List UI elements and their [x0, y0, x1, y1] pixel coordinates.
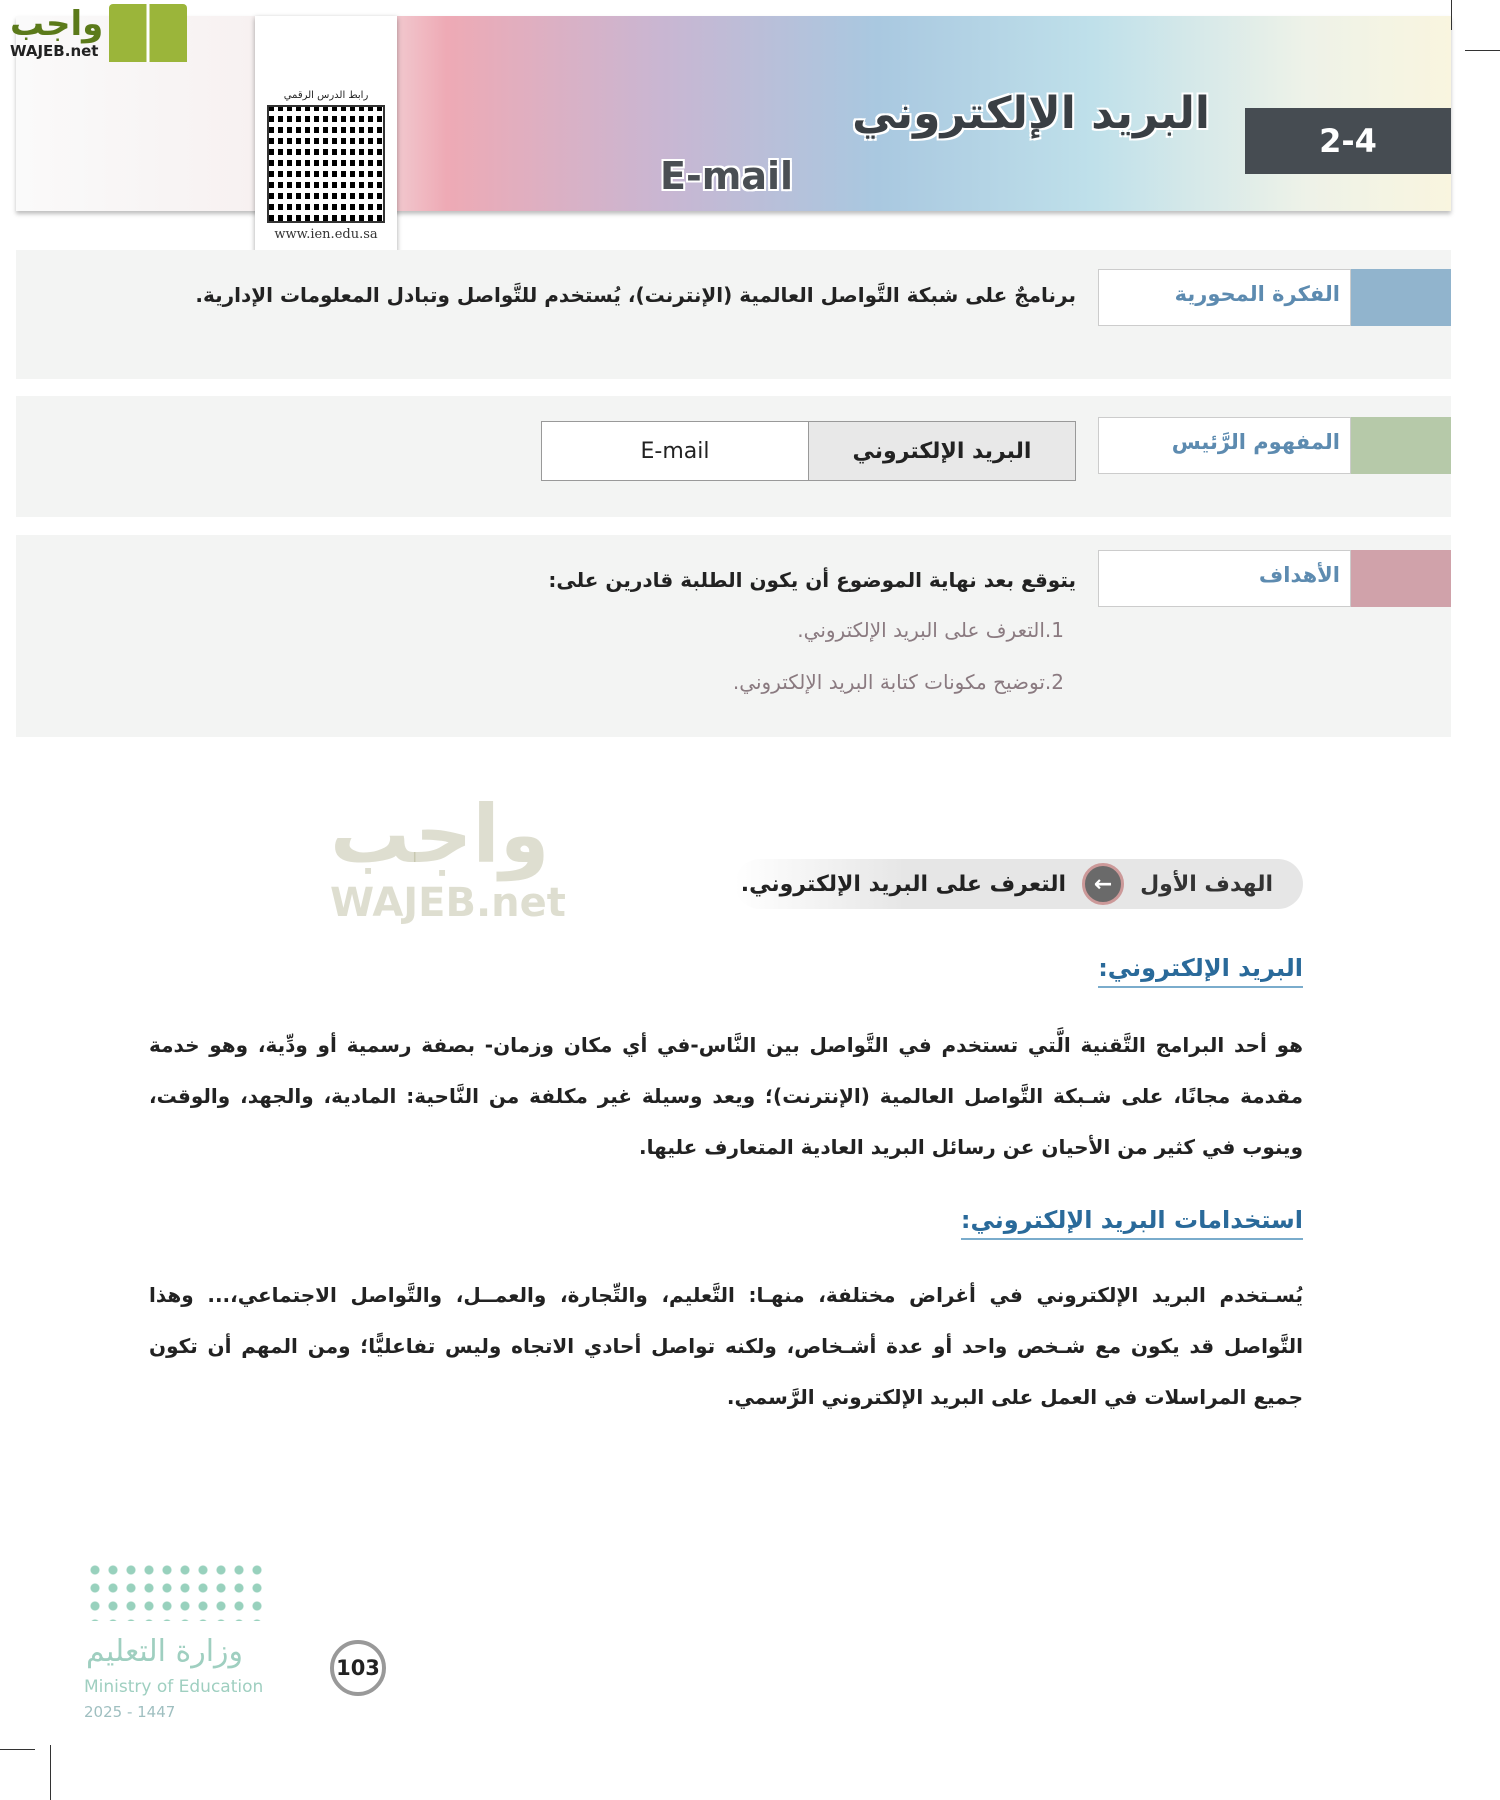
objective-item: 1.التعرف على البريد الإلكتروني. — [797, 618, 1064, 642]
concept-ar: البريد الإلكتروني — [808, 422, 1075, 480]
main-concept-bar — [1351, 417, 1451, 474]
core-idea-label: الفكرة المحورية — [1098, 269, 1351, 326]
book-icon — [109, 4, 187, 62]
watermark: واجب WAJEB.net — [330, 788, 566, 926]
wajeb-logo: واجب WAJEB.net — [10, 4, 187, 62]
page-number: 103 — [330, 1640, 386, 1696]
arrow-left-icon: ← — [1082, 863, 1124, 905]
edition-year: 2025 - 1447 — [84, 1703, 176, 1721]
crop-mark — [0, 1749, 35, 1750]
section-heading: البريد الإلكتروني: — [1098, 954, 1303, 988]
goal-banner — [735, 859, 1303, 909]
goal-title: التعرف على البريد الإلكتروني. — [740, 871, 1067, 897]
objectives-bar — [1351, 550, 1451, 607]
objectives-intro: يتوقع بعد نهاية الموضوع أن يكون الطلبة قادرين على: — [548, 568, 1076, 592]
lesson-number: 2-4 — [1245, 108, 1451, 174]
page-title: البريد الإلكتروني — [852, 88, 1210, 139]
qr-card[interactable]: رابط الدرس الرقمي www.ien.edu.sa — [255, 16, 397, 252]
main-concept-label: المفهوم الرَّئيس — [1098, 417, 1351, 474]
section-paragraph: هو أحد البرامج التَّقنية الَّتي تستخدم في التَّواصل بين النَّاس-في أي مكان وزمان- بصفة رسمية أو ودِّية، وهو خدمة مقدمة مجانًا، على شـبكة التَّواصل العالمية (الإنترنت)؛ ويعد وسيلة غير مكلفة من النَّاحية: المادية، والجهد، والوقت، وينوب في كثير من الأحيان عن رسائل البريد العادية المتعارف عليها. — [149, 1033, 1303, 1159]
section-paragraph: يُسـتخدم البريد الإلكتروني في أغراض مختلفة، منهـا: التَّعليم، والتِّجارة، والعمــل، والتَّواصل الاجتماعي،... وهذا التَّواصل قد يكون مع شـخص واحد أو عدة أشـخاص، ولكنه تواصل أحادي الاتجاه وليس تفاعليًّا؛ ومن المهم أن تكون جميع المراسلات في العمل على البريد الإلكتروني الرَّسمي. — [149, 1283, 1303, 1409]
goal-label: الهدف الأول — [1140, 871, 1273, 897]
crop-mark — [50, 1745, 51, 1800]
core-idea-text: برنامجٌ على شبكة التَّواصل العالمية (الإنترنت)، يُستخدم للتَّواصل وتبادل المعلومات الإدارية. — [195, 283, 1076, 307]
page-title-en: E-mail — [660, 154, 794, 198]
crop-mark — [1451, 0, 1452, 30]
concept-en: E-mail — [542, 422, 808, 480]
objectives-label: الأهداف — [1098, 550, 1351, 607]
qr-code[interactable] — [267, 105, 385, 223]
section-heading: استخدامات البريد الإلكتروني: — [961, 1206, 1303, 1240]
ministry-name-en: Ministry of Education — [84, 1677, 264, 1697]
core-idea-bar — [1351, 269, 1451, 326]
ministry-logo-dots — [86, 1561, 266, 1621]
crop-mark — [1465, 50, 1500, 51]
ministry-name-ar: وزارة التعليم — [86, 1634, 244, 1669]
concept-table — [541, 421, 1076, 481]
objective-item: 2.توضيح مكونات كتابة البريد الإلكتروني. — [732, 670, 1064, 694]
